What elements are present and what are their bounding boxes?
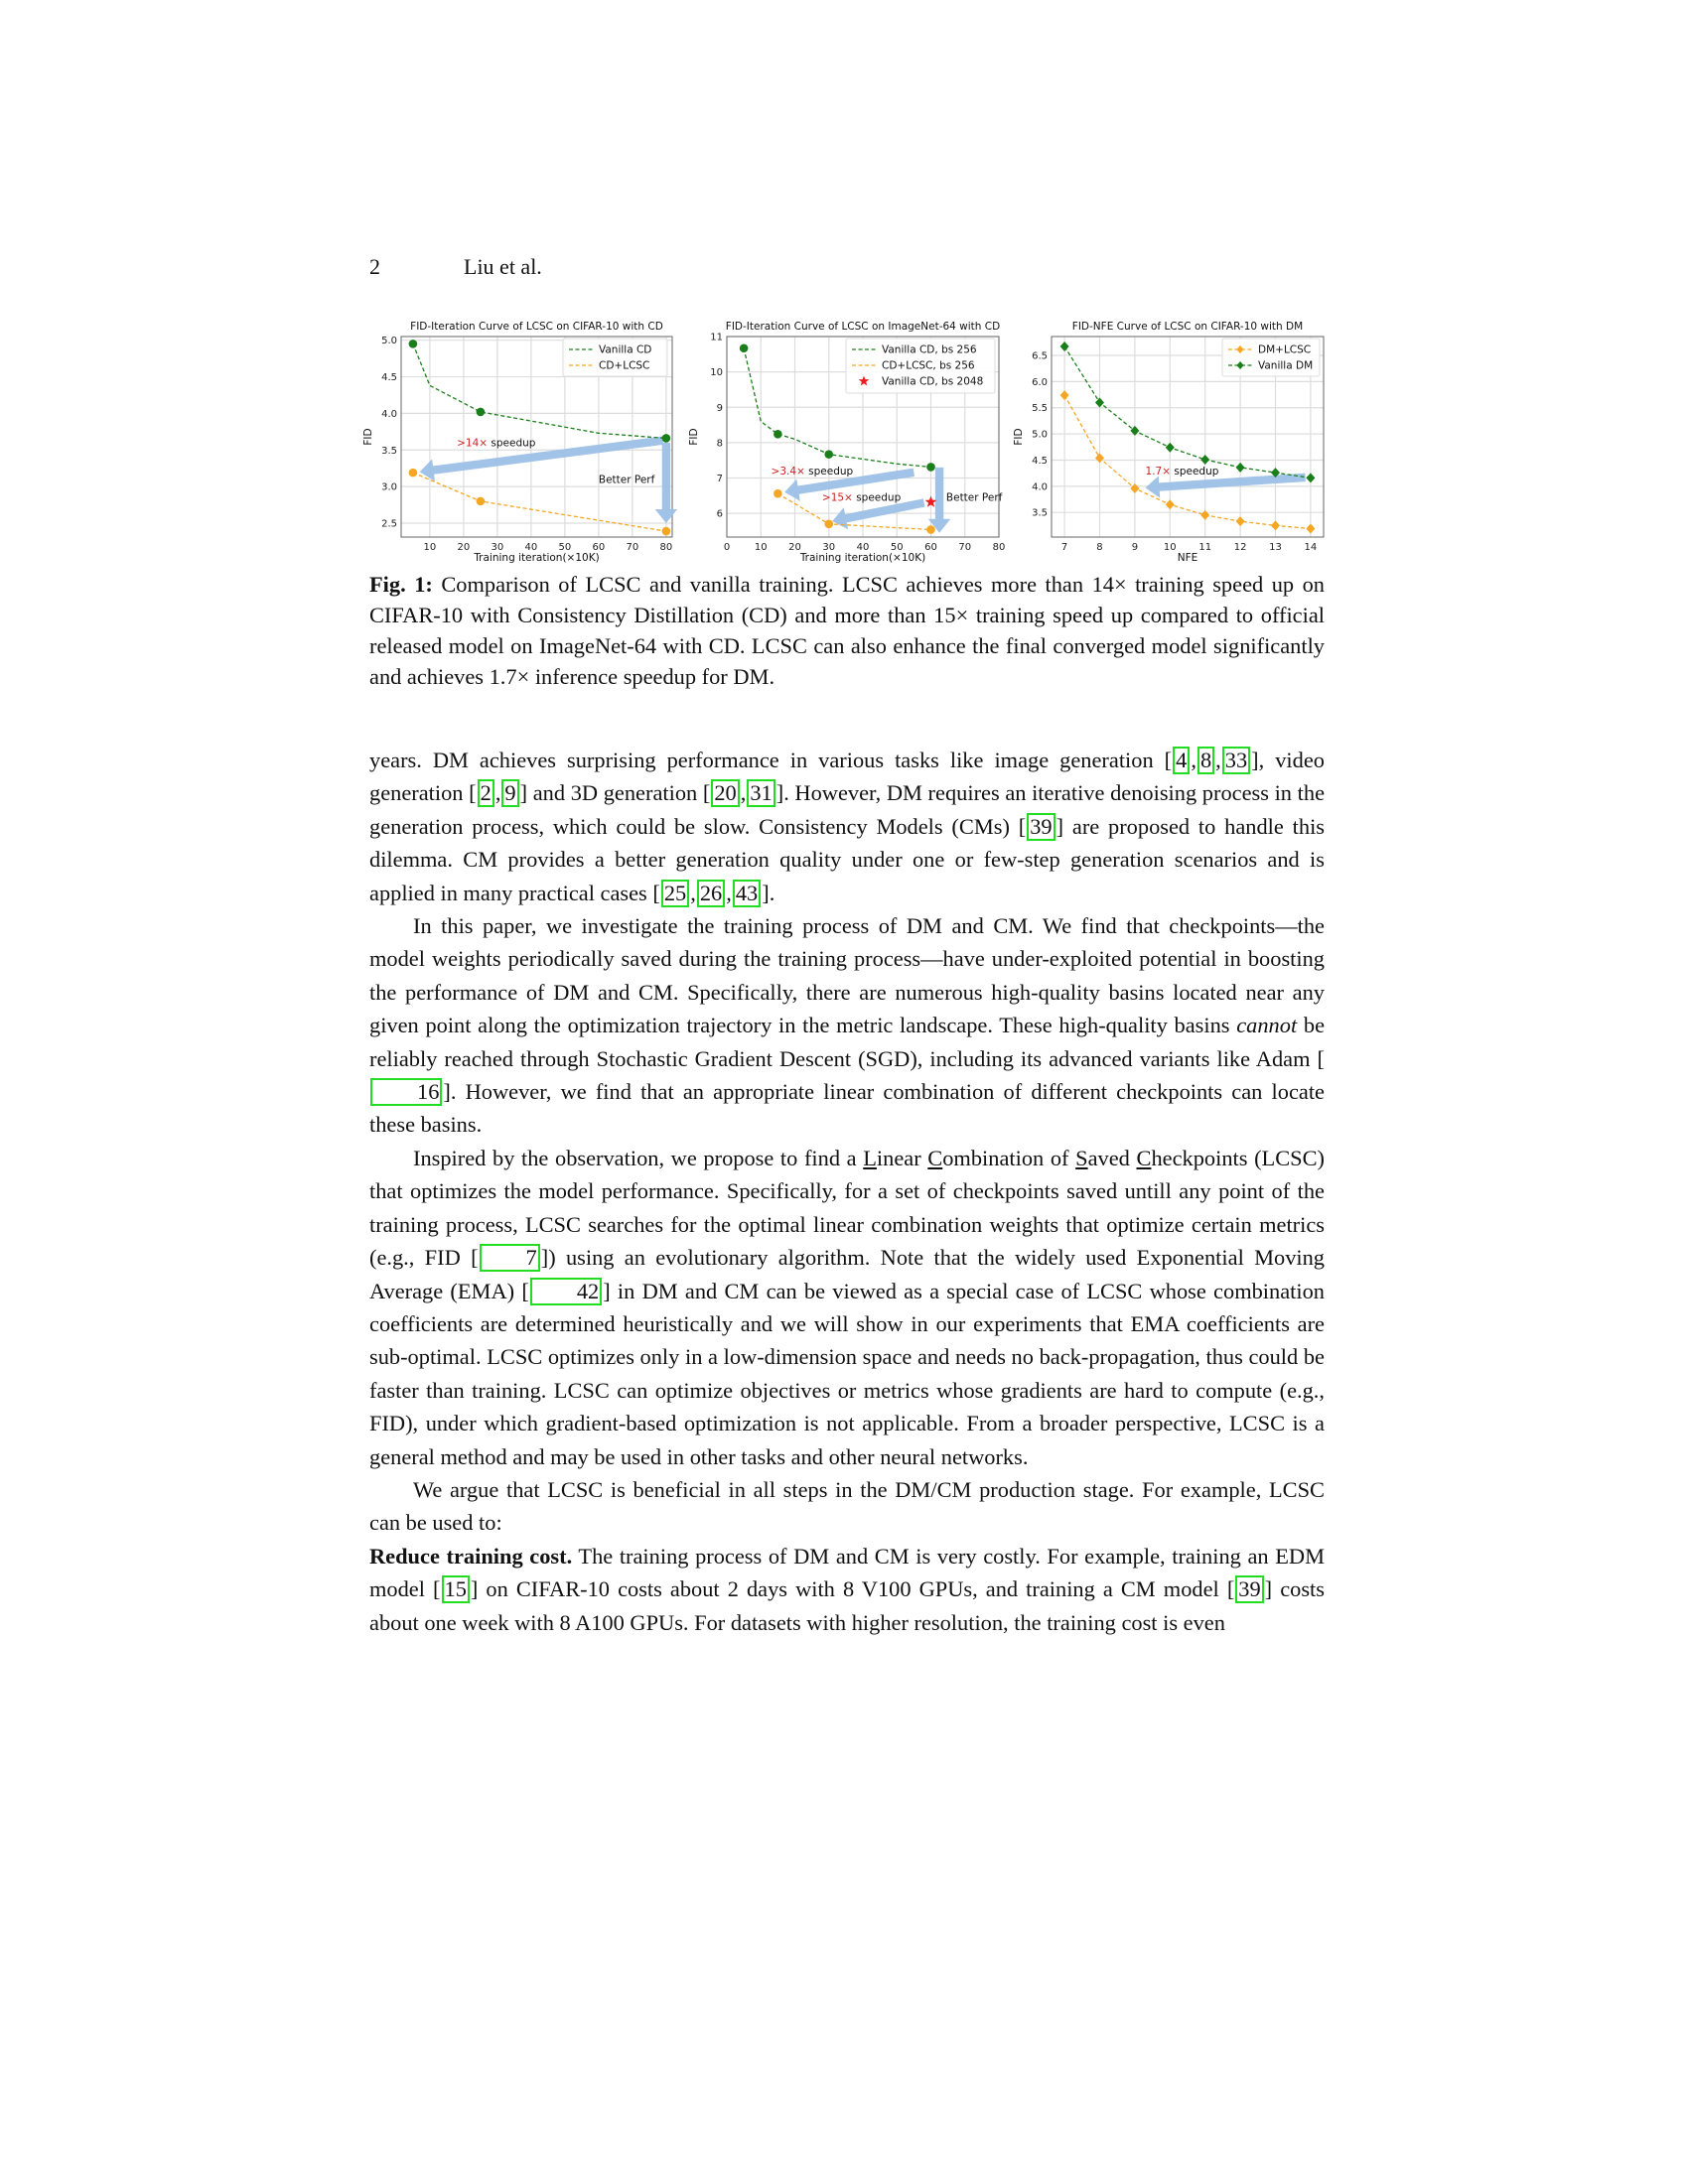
citation-link[interactable]: 2 [478, 779, 494, 807]
x-axis-label: Training iteration(×10K) [799, 552, 926, 564]
x-tick-label: 70 [626, 542, 639, 553]
annotation: 1.7× speedup [1145, 466, 1219, 478]
data-point [662, 527, 671, 536]
y-tick-label: 4.5 [1032, 455, 1048, 467]
text: . [769, 880, 775, 905]
citation-link[interactable]: 15 [442, 1575, 470, 1603]
text: aved [1087, 1145, 1137, 1170]
y-tick-label: 8 [716, 438, 723, 450]
legend-label: DM+LCSC [1258, 343, 1312, 356]
paragraph-heading: Reduce training cost. [369, 1543, 573, 1569]
annotation: Better Perf [945, 491, 1003, 504]
x-tick-label: 10 [754, 542, 768, 553]
text: In this paper, we investigate the training process of DM and CM. We find that checkpoints—the model weights periodically saved during the training process—have under-exploited potential in boosting the performance of DM and CM. Specifically, there are numerous high-quality basins located near any given point along the optimization trajectory in the metric landscape. These high-quality basins [369, 913, 1325, 1038]
y-tick-label: 6.0 [1032, 376, 1048, 388]
text: and 3D generation [527, 780, 703, 806]
chart-cifar10-dm [1013, 321, 1324, 564]
x-tick-label: 80 [992, 542, 1006, 553]
text: be reliably reached through Stochastic Gradient Descent (SGD), including its advanced variants like Adam [369, 1013, 1326, 1071]
x-tick-label: 80 [659, 542, 673, 553]
data-point [824, 450, 833, 459]
x-tick-label: 20 [457, 542, 471, 553]
paragraph-2 [369, 909, 1325, 1142]
citation-group: [ 42 ] [521, 1278, 611, 1303]
citation-link[interactable]: 25 [661, 880, 689, 907]
x-tick-label: 40 [524, 542, 538, 553]
citation-group: [ 15 ] [433, 1576, 479, 1602]
legend-label: Vanilla CD, bs 2048 [882, 375, 984, 388]
text: The training process of DM and CM is very costly. For example, training an EDM model [369, 1543, 1325, 1602]
underlined-letter: S [1075, 1145, 1088, 1170]
y-tick-label: 4.0 [381, 408, 397, 420]
legend-label: Vanilla DM [1258, 359, 1314, 372]
underlined-letter: L [863, 1145, 877, 1170]
data-point [477, 408, 486, 417]
x-tick-label: 70 [958, 542, 972, 553]
figure-caption [369, 569, 1325, 692]
text: . However, DM requires an iterative denoising process in the generation process, which could be slow. Consistency Models (CMs) [369, 780, 1326, 839]
figure-1-charts [0, 0, 1688, 576]
x-tick-label: 0 [723, 542, 731, 553]
annotation: >3.4× speedup [771, 465, 854, 478]
data-point [824, 520, 833, 529]
citation-group: [ 39 ] [1018, 813, 1064, 839]
paragraph-5 [369, 1540, 1325, 1639]
legend-label: CD+LCSC [599, 359, 650, 372]
data-point [477, 497, 486, 506]
body-text [369, 744, 1325, 1639]
citation-group: [ 2 , 9 ] [469, 780, 528, 806]
y-tick-label: 6.5 [1032, 350, 1048, 362]
underlined-letter: C [1136, 1145, 1152, 1170]
citation-link[interactable]: 42 [530, 1278, 602, 1305]
figure-caption-text: Comparison of LCSC and vanilla training. LCSC achieves more than 14× training speed up on CIFAR-10 with Consistency Distillation (CD) and more than 15× training speed up compared to official released model on ImageNet-64 with CD. LCSC can also enhance the final converged model significantly and achieves 1.7× inference speedup for DM. [369, 572, 1325, 689]
y-tick-label: 6 [716, 508, 723, 520]
citation-link[interactable]: 7 [480, 1244, 540, 1272]
paragraph-3 [369, 1142, 1325, 1473]
citation-link[interactable]: 9 [501, 779, 518, 807]
y-tick-label: 3.0 [381, 481, 397, 493]
y-tick-label: 9 [716, 402, 723, 414]
legend-label: Vanilla CD [599, 343, 652, 356]
data-point [774, 489, 782, 498]
y-tick-label: 5.0 [1032, 429, 1048, 441]
citation-link[interactable]: 4 [1173, 747, 1190, 774]
y-tick-label: 2.5 [381, 518, 397, 530]
x-tick-label: 14 [1304, 542, 1318, 553]
text: inear [876, 1145, 928, 1170]
annotation: >15× speedup [821, 491, 902, 504]
data-point [409, 469, 418, 478]
data-point [409, 340, 418, 348]
text: are proposed to handle this dilemma. CM provides a better generation quality under one or few-step generation scenarios and is applied in many practical cases [369, 813, 1326, 905]
chart-cifar10-cd [362, 321, 677, 564]
x-tick-label: 10 [423, 542, 437, 553]
citation-link[interactable]: 39 [1235, 1575, 1263, 1603]
legend-label: Vanilla CD, bs 256 [882, 343, 977, 356]
figure-label: Fig. 1: [369, 572, 433, 597]
data-point [926, 463, 935, 472]
citation-link[interactable]: 20 [711, 779, 739, 807]
chart-title: FID-NFE Curve of LCSC on CIFAR-10 with DM [1071, 321, 1304, 333]
citation-group: [ 39 ] [1226, 1576, 1273, 1602]
x-tick-label: 7 [1060, 542, 1068, 553]
annotation: Better Perf [598, 474, 655, 486]
citation-link[interactable]: 26 [697, 880, 725, 907]
citation-link[interactable]: 33 [1222, 747, 1250, 774]
x-tick-label: 30 [491, 542, 504, 553]
x-tick-label: 8 [1096, 542, 1103, 553]
x-tick-label: 60 [924, 542, 937, 553]
data-point [662, 434, 671, 443]
y-axis-label: FID [688, 428, 700, 446]
y-tick-label: 7 [716, 474, 723, 485]
text: . However, we find that an appropriate linear combination of different checkpoints can locate these basins. [369, 1079, 1325, 1138]
chart-title: FID-Iteration Curve of LCSC on CIFAR-10 with CD [410, 321, 663, 333]
x-tick-label: 9 [1131, 542, 1139, 553]
y-tick-label: 3.5 [381, 445, 397, 457]
y-tick-label: 5.5 [1032, 403, 1048, 415]
underlined-letter: C [927, 1145, 943, 1170]
x-tick-label: 10 [1163, 542, 1177, 553]
running-title: Liu et al. [464, 254, 542, 279]
text: years. DM achieves surprising performance in various tasks like image generation [369, 748, 1165, 772]
y-tick-label: 4.5 [381, 372, 397, 384]
y-tick-label: 11 [710, 332, 723, 343]
y-axis-label: FID [362, 428, 374, 446]
x-tick-label: 12 [1233, 542, 1247, 553]
data-point [926, 525, 935, 534]
x-tick-label: 50 [890, 542, 904, 553]
paragraph-4: We argue that LCSC is beneficial in all steps in the DM/CM production stage. For example, LCSC can be used to: [369, 1476, 1325, 1536]
y-axis-label: FID [1013, 428, 1025, 446]
x-axis-label: NFE [1177, 552, 1198, 564]
text: ) using an evolutionary algorithm. Note that the widely used Exponential Moving Average (EMA) [369, 1245, 1325, 1303]
y-tick-label: 10 [710, 367, 723, 379]
text: ombination of [942, 1145, 1076, 1170]
x-tick-label: 13 [1269, 542, 1282, 553]
text: in DM and CM can be viewed as a special case of LCSC whose combination coefficients are determined heuristically and we will show in our experiments that EMA coefficients are sub-optimal. LCSC optimizes only in a low-dimension space and needs no back-propagation, thus could be faster than training. LCSC can optimize objectives or metrics whose gradients are hard to compute (e.g., FID), under which gradient-based optimization is not applicable. From a broader perspective, LCSC is a general method and may be used in other tasks and other neural networks. [369, 1278, 1325, 1469]
x-tick-label: 20 [788, 542, 801, 553]
chart-imagenet64-cd [688, 321, 1005, 564]
citation-group: [ 25 , 26 , 43 ] [652, 880, 770, 905]
citation-group: [ 7 ] [471, 1245, 549, 1271]
y-tick-label: 5.0 [381, 336, 397, 347]
x-tick-label: 11 [1198, 542, 1212, 553]
citation-link[interactable]: 8 [1197, 747, 1214, 774]
y-tick-label: 4.0 [1032, 481, 1048, 493]
citation-link[interactable]: 16 [370, 1078, 442, 1106]
x-tick-label: 40 [856, 542, 870, 553]
citation-group: [ 4 , 8 , 33 ] [1164, 748, 1259, 772]
legend-label: CD+LCSC, bs 256 [882, 359, 975, 372]
citation-link[interactable]: 43 [733, 880, 761, 907]
x-tick-label: 30 [822, 542, 836, 553]
x-tick-label: 50 [558, 542, 572, 553]
citation-link[interactable]: 31 [747, 779, 774, 807]
page-number: 2 [369, 254, 380, 279]
citation-group: [ 20 , 31 ] [702, 780, 784, 806]
x-tick-label: 60 [592, 542, 606, 553]
data-point [774, 430, 782, 439]
text: costs about one week with 8 A100 GPUs. For datasets with higher resolution, the training cost is even [369, 1576, 1325, 1635]
paragraph-1 [369, 744, 1325, 909]
emphasis: cannot [1236, 1013, 1298, 1038]
annotation: >14× speedup [457, 437, 536, 450]
data-point [740, 343, 749, 352]
text: heckpoints (LCSC) that optimizes the model performance. Specifically, for a set of checkpoints saved untill any point of the training process, LCSC searches for the optimal linear combination weights that optimize certain metrics (e.g., FID [369, 1145, 1325, 1271]
text: on CIFAR-10 costs about 2 days with 8 V100 GPUs, and training a CM model [478, 1576, 1227, 1602]
y-tick-label: 3.5 [1032, 507, 1048, 519]
citation-link[interactable]: 39 [1027, 813, 1055, 841]
text: Inspired by the observation, we propose to find a [413, 1145, 864, 1170]
text: , video generation [369, 748, 1325, 806]
x-axis-label: Training iteration(×10K) [474, 552, 600, 564]
citation-group: [16 ] [369, 1046, 1325, 1104]
chart-title: FID-Iteration Curve of LCSC on ImageNet-64 with CD [725, 321, 1001, 333]
